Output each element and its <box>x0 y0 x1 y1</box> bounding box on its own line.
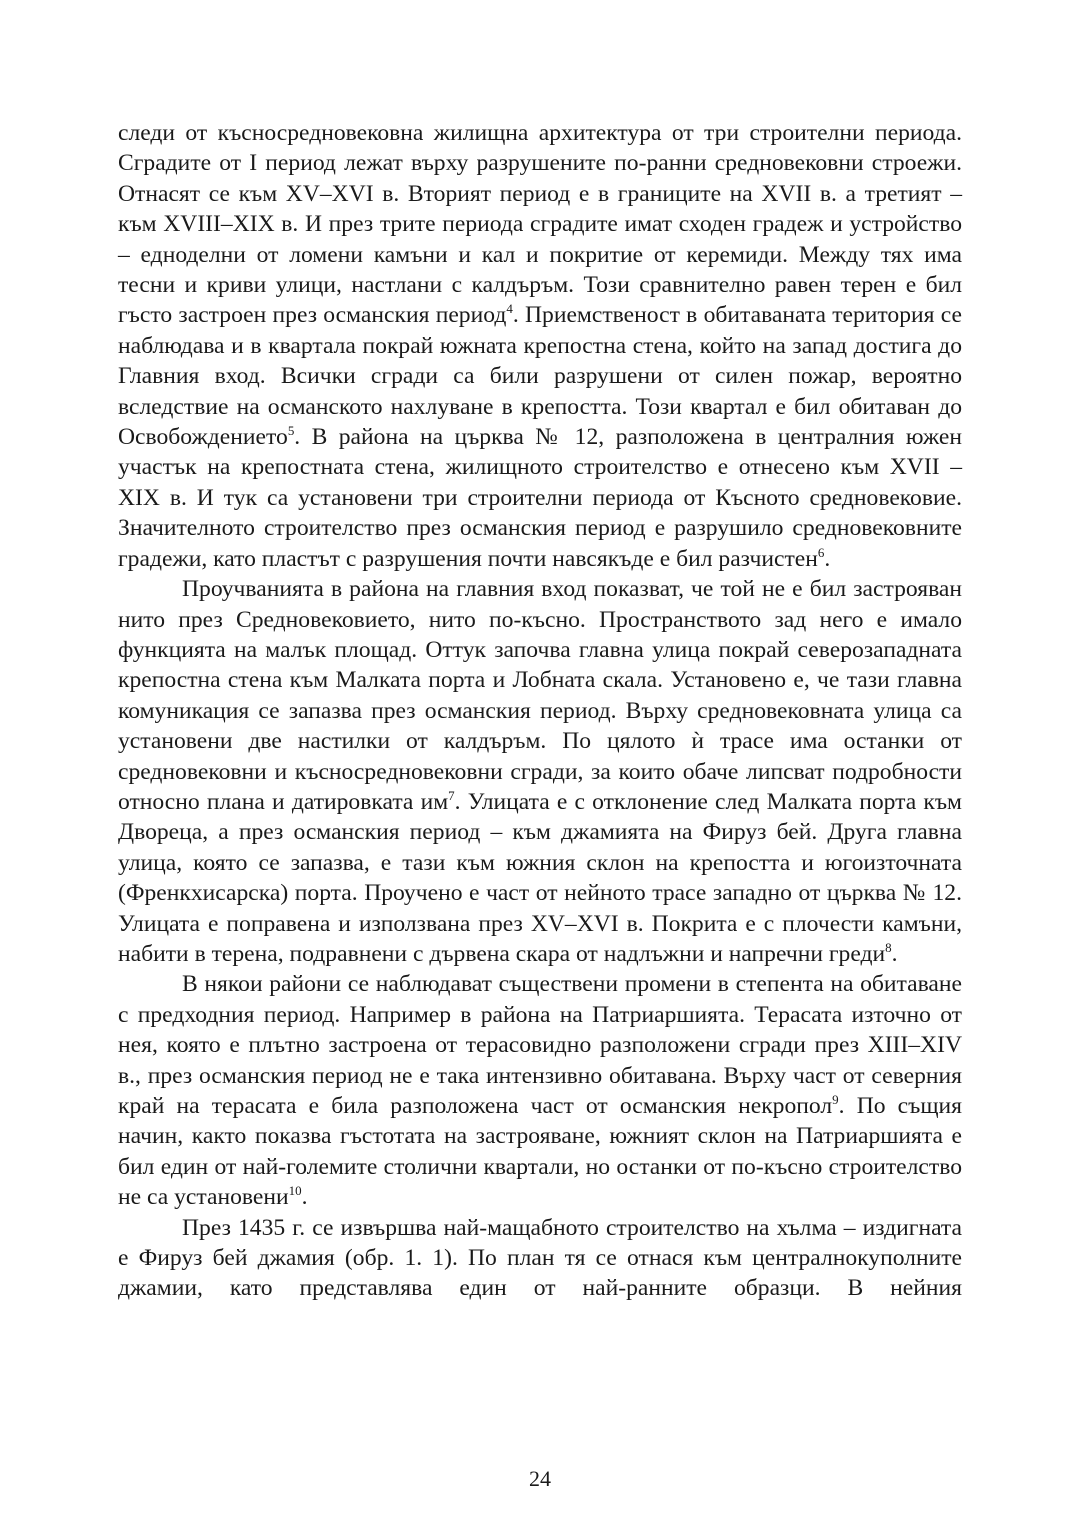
paragraph-2 <box>118 574 962 969</box>
body-text <box>118 118 962 1304</box>
footnote-ref-5: 5 <box>287 423 295 439</box>
paragraph-1 <box>118 118 962 574</box>
footnote-ref-4: 4 <box>506 301 513 317</box>
text-run: . <box>824 545 831 572</box>
footnote-ref-8: 8 <box>885 940 892 956</box>
footnote-ref-10: 10 <box>288 1183 302 1199</box>
text-run: . Улицата е с отклонение след Малката порта към Двореца, а през османския период – към джамията на Фируз бей. Друга главна улица, която се запазва, е тази към южния склон на крепостта и югоизточната (Френкхисарска) порта. Проучено е част от нейното трасе западно от църква № 12. Улицата е поправена и използвана през XV–XVI в. Покрита е с плочести камъни, набити в терена, подравнени с дървена скара от надлъжни и напречни греди <box>118 788 962 967</box>
text-run: . В района на църква № 12, разположена в централния южен участък на крепостната стена, жилищното строителство е отнесено към XVII – XIX в. И тук са установени три строителни периода от Късното средновековие. Значителното строителство през османския период е разрушило средновековните градежи, като пластът с разрушения почти навсякъде е бил разчистен <box>118 424 962 572</box>
footnote-ref-6: 6 <box>817 544 825 560</box>
text-run: Проучванията в района на главния вход показват, че той не е бил застрояван нито през Средновековието, нито по-късно. Пространството зад него е имало функцията на малък площад. Оттук започва главна улица покрай северозападната крепостна стена към Малката порта и Лобната скала. Установено е, че тази главна комуникация се запазва през османския период. Върху средновековната улица са установени две настилки от калдъръм. По цялото ѝ трасе има останки от средновековни и късносредновековни сгради, за които обаче липсват подробности относно плана и датировката им <box>118 576 962 815</box>
footnote-ref-7: 7 <box>448 788 455 804</box>
text-run: . <box>301 1184 308 1211</box>
text-run: . Приемственост в обитаваната територия се наблюдава и в квартала покрай южната крепостна стена, който на запад достига до Главния вход. Всички сгради са били разрушени от силен пожар, вероятно вследствие на османското нахлуване в крепостта. Този квартал е бил обитаван до Освобождението <box>118 302 962 451</box>
text-run: следи от късносредновековна жилищна архитектура от три строителни периода. Сградите от I период лежат върху разрушените по-ранни средновековни строежи. Отнасят се към XV–XVI в. Вторият период е в границите на XVII в. а третият – към XVIII–XIX в. И през трите периода сградите имат сходен градеж и устройство – едноделни от ломени камъни и кал и покритие от керемиди. Между тях има тесни и криви улици, настлани с калдъръм. Този сравнително равен терен е бил гъсто застроен през османския период <box>118 120 962 329</box>
text-run: През 1435 г. се извършва най-мащабното строителство на хълма – издигната е Фируз бей джамия (обр. 1. 1). По план тя се отнася към централнокуполните джамии, като представлява един от най-ранните образци. В нейния <box>118 1214 962 1302</box>
text-run: . По същия начин, както показва гъстотата на застрояване, южният склон на Патриаршията е бил един от най-големите столични квартали, но останки от по-късно строителство не са установени <box>118 1093 962 1211</box>
footnote-ref-9: 9 <box>832 1092 839 1108</box>
paragraph-3 <box>118 969 962 1212</box>
page-number: 24 <box>529 1466 551 1491</box>
text-run: В някои райони се наблюдават съществени промени в степента на обитаване с предходния период. Например в района на Патриаршията. Терасата източно от нея, която е плътно застроена от терасовидно разположени сгради през XIII–XIV в., през османския период не е така интензивно обитавана. Върху част от северния край на терасата е била разположена част от османския некропол <box>118 971 962 1119</box>
paragraph-4 <box>118 1213 962 1304</box>
text-run: . <box>891 940 898 967</box>
